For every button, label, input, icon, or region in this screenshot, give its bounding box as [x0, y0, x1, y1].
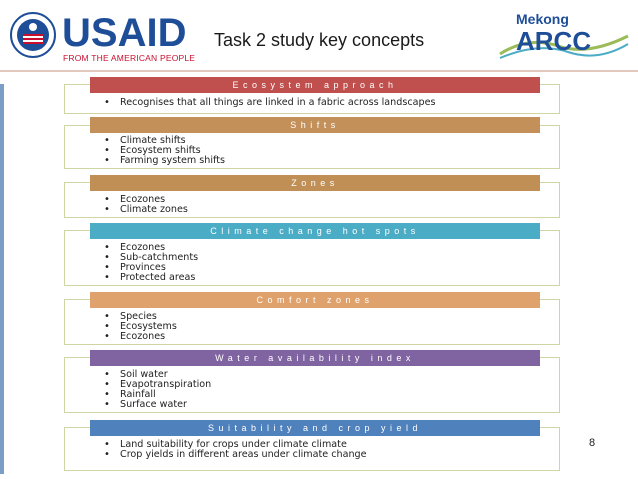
usaid-wordmark: USAID [62, 11, 187, 55]
list-item: • Ecozones [104, 332, 177, 342]
concept-list-comfort-zones [104, 312, 177, 342]
list-item: • Protected areas [104, 273, 198, 283]
list-item: • Surface water [104, 400, 211, 410]
usaid-logo [10, 11, 196, 64]
slide-title: Task 2 study key concepts [214, 30, 425, 50]
svg-text:ARCC: ARCC [516, 26, 592, 56]
list-item: • Soil water [104, 370, 211, 380]
page-number: 8 [589, 437, 596, 449]
concept-header-suitability-and-crop-yield: Suitability and crop yield [90, 420, 540, 436]
list-item: • Ecozones [104, 195, 188, 205]
usaid-seal-icon [10, 12, 56, 58]
list-item: • Land suitability for crops under climate climate [104, 440, 367, 450]
concept-header-comfort-zones: Comfort zones [90, 292, 540, 308]
list-item: • Recognises that all things are linked in a fabric across landscapes [104, 98, 435, 108]
list-item: • Climate zones [104, 205, 188, 215]
side-accent-bar [0, 84, 4, 474]
list-item: • Species [104, 312, 177, 322]
list-item: • Ecosystems [104, 322, 177, 332]
list-item: • Provinces [104, 263, 198, 273]
concept-header-shifts: Shifts [90, 117, 540, 133]
concept-list-shifts [104, 136, 225, 166]
list-item: • Sub-catchments [104, 253, 198, 263]
list-item: • Climate shifts [104, 136, 225, 146]
concept-header-ecosystem-approach: Ecosystem approach [90, 77, 540, 93]
list-item: • Farming system shifts [104, 156, 225, 166]
concept-list-zones [104, 195, 188, 215]
concept-list-climate-change-hot-spots [104, 243, 198, 283]
list-item: • Evapotranspiration [104, 380, 211, 390]
list-item: • Ecosystem shifts [104, 146, 225, 156]
concept-list-ecosystem-approach [104, 98, 435, 108]
mekong-arcc-logo-icon [498, 6, 630, 66]
concept-header-climate-change-hot-spots: Climate change hot spots [90, 223, 540, 239]
concept-header-water-availability-index: Water availability index [90, 350, 540, 366]
header-divider [0, 70, 638, 72]
list-item: • Ecozones [104, 243, 198, 253]
list-item: • Crop yields in different areas under climate change [104, 450, 367, 460]
concept-list-suitability-and-crop-yield [104, 440, 367, 460]
svg-text:Mekong: Mekong [516, 11, 569, 27]
concept-header-zones: Zones [90, 175, 540, 191]
usaid-tagline: FROM THE AMERICAN PEOPLE [63, 53, 196, 63]
list-item: • Rainfall [104, 390, 211, 400]
concept-list-water-availability-index [104, 370, 211, 410]
